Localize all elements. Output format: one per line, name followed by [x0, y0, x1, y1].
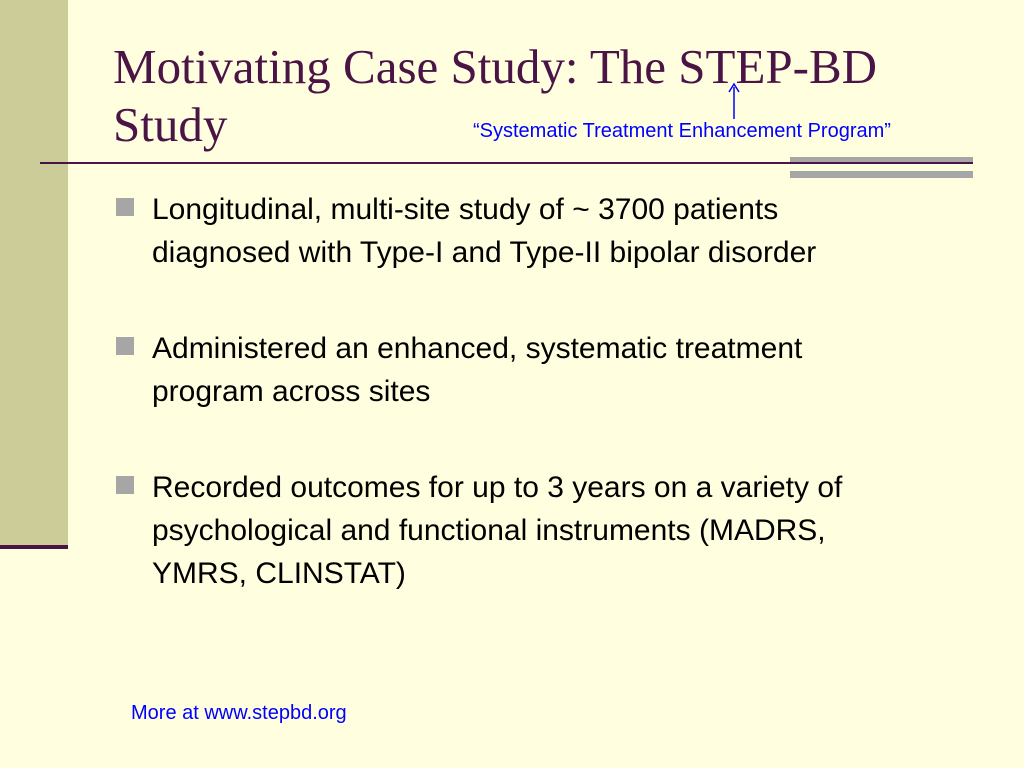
side-decoration-bar [0, 0, 68, 548]
title-accent-bar-top [790, 157, 973, 162]
bullet-text: Longitudinal, multi-site study of ~ 3700 patients diagnosed with Type-I and Type-II bipolar disorder [152, 193, 817, 269]
bullet-text: Administered an enhanced, systematic treatment program across sites [152, 332, 803, 408]
bullet-item [116, 466, 916, 595]
bullet-item [116, 188, 916, 274]
acronym-annotation: “Systematic Treatment Enhancement Program” [473, 120, 891, 142]
stepbd-link[interactable]: More at www.stepbd.org [131, 702, 347, 724]
bullet-list [116, 188, 916, 648]
square-bullet-icon [116, 476, 134, 494]
title-divider [40, 162, 973, 164]
side-decoration-line [0, 545, 68, 549]
bullet-item [116, 327, 916, 413]
bullet-text: Recorded outcomes for up to 3 years on a variety of psychological and functional instruments (MADRS, YMRS, CLINSTAT) [152, 471, 843, 590]
up-arrow-icon [727, 82, 741, 120]
square-bullet-icon [116, 337, 134, 355]
square-bullet-icon [116, 198, 134, 216]
slide-title: Motivating Case Study: The STEP-BD Study [113, 39, 878, 152]
title-accent-bar-bottom [790, 171, 973, 178]
